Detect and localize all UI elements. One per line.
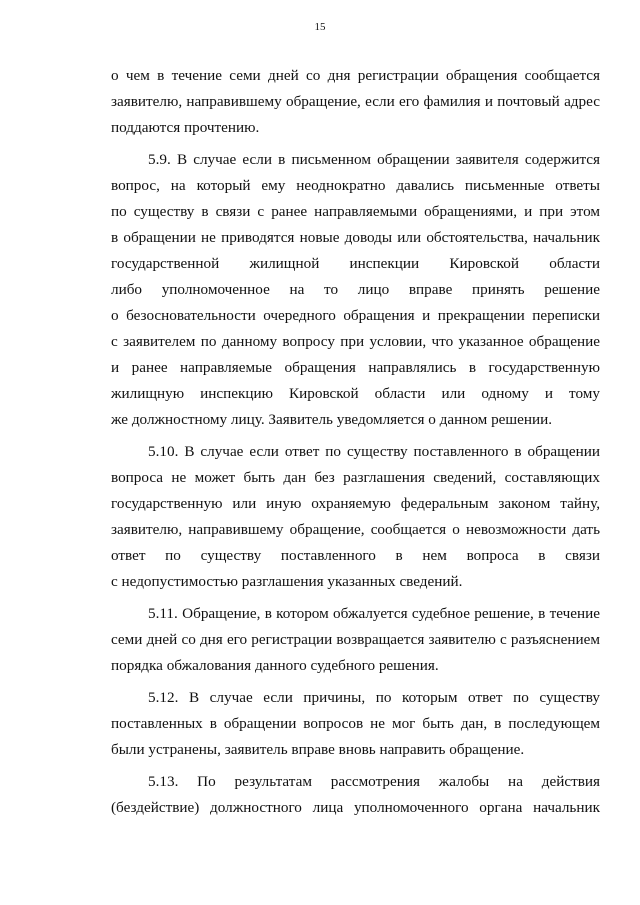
text-line: вопрос, на который ему неоднократно давались письменные ответы: [111, 177, 600, 194]
text-line: ответ по существу поставленного в нем вопроса в связи: [111, 547, 600, 564]
text-line: и ранее направляемые обращения направлялись в государственную: [111, 359, 600, 376]
text-line: с недопустимостью разглашения указанных сведений.: [111, 573, 463, 590]
body-text: [111, 63, 600, 821]
text-line: 5.12. В случае если причины, по которым ответ по существу: [148, 689, 600, 706]
text-line: о безосновательности очередного обращения и прекращении переписки: [111, 307, 600, 324]
text-line: 5.9. В случае если в письменном обращении заявителя содержится: [148, 151, 600, 168]
text-line: государственной жилищной инспекции Кировской области: [111, 255, 600, 272]
text-line: о чем в течение семи дней со дня регистрации обращения сообщается: [111, 67, 600, 84]
text-line: либо уполномоченное на то лицо вправе принять решение: [111, 281, 600, 298]
text-line: 5.10. В случае если ответ по существу поставленного в обращении: [148, 443, 600, 460]
text-line: поддаются прочтению.: [111, 119, 260, 136]
paragraph: [111, 685, 600, 763]
text-line: поставленных в обращении вопросов не мог быть дан, в последующем: [111, 715, 600, 732]
text-line: 5.11. Обращение, в котором обжалуется судебное решение, в течение: [148, 605, 600, 622]
text-line: заявителю, направившему обращение, если его фамилия и почтовый адрес: [111, 93, 600, 110]
text-line: семи дней со дня его регистрации возвращается заявителю с разъяснением: [111, 631, 600, 648]
paragraph: [111, 439, 600, 595]
text-line: же должностному лицу. Заявитель уведомляется о данном решении.: [111, 411, 553, 428]
text-line: по существу в связи с ранее направляемыми обращениями, и при этом: [111, 203, 600, 220]
text-line: порядка обжалования данного судебного решения.: [111, 657, 439, 674]
paragraph: [111, 601, 600, 679]
paragraph: [111, 63, 600, 141]
paragraph: [111, 147, 600, 433]
text-line: (бездействие) должностного лица уполномоченного органа начальник: [111, 799, 600, 816]
text-line: вопроса не может быть дан без разглашения сведений, составляющих: [111, 469, 600, 486]
text-line: с заявителем по данному вопросу при условии, что указанное обращение: [111, 333, 600, 350]
text-line: в обращении не приводятся новые доводы или обстоятельства, начальник: [111, 229, 600, 246]
paragraph: [111, 769, 600, 821]
text-line: были устранены, заявитель вправе вновь направить обращение.: [111, 741, 525, 758]
text-line: государственную или иную охраняемую федеральным законом тайну,: [111, 495, 600, 512]
text-line: 5.13. По результатам рассмотрения жалобы на действия: [148, 773, 600, 790]
page-number: 15: [314, 21, 326, 33]
text-line: жилищную инспекцию Кировской области или одному и тому: [111, 385, 600, 402]
text-line: заявителю, направившему обращение, сообщается о невозможности дать: [111, 521, 600, 538]
